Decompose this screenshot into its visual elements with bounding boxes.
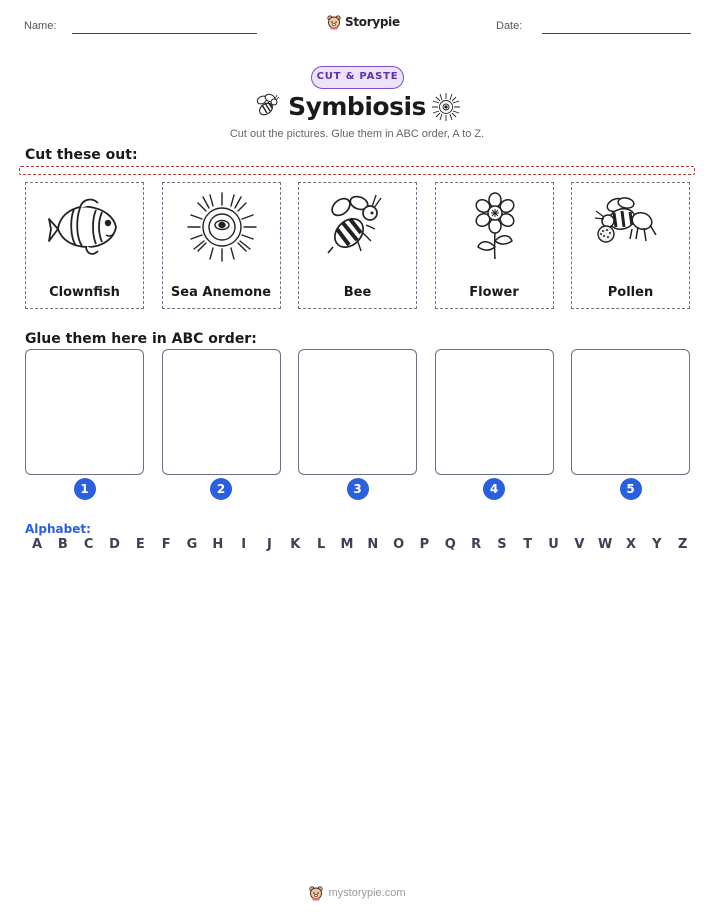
slot-number-4: 4 (483, 478, 505, 500)
worksheet-header (0, 0, 714, 44)
cut-heading: Cut these out: (25, 147, 138, 163)
slot-number-1: 1 (74, 478, 96, 500)
glue-slot-5[interactable] (571, 349, 690, 475)
footer (0, 885, 714, 901)
bear-mascot-icon (326, 14, 342, 30)
alphabet-letter: P (419, 537, 430, 552)
cutout-cards (25, 182, 690, 309)
glue-slot-3[interactable] (298, 349, 417, 475)
bee-icon (319, 191, 397, 263)
alphabet-row (27, 537, 693, 555)
sea-anemone-icon (430, 91, 462, 123)
footer-url[interactable]: mystorypie.com (328, 887, 406, 899)
sea-anemone-icon (183, 191, 261, 263)
glue-slots (25, 349, 690, 499)
card-label: Bee (343, 285, 372, 300)
alphabet-letter: I (241, 537, 247, 552)
alphabet-letter: M (340, 537, 354, 552)
alphabet-letter: N (367, 537, 379, 552)
glue-slot-4[interactable] (435, 349, 554, 475)
alphabet-letter: X (626, 537, 637, 552)
date-line[interactable] (542, 33, 691, 34)
cutout-card-pollen[interactable] (571, 182, 690, 309)
title-row (0, 90, 714, 124)
alphabet-letter: T (523, 537, 533, 552)
name-line[interactable] (72, 33, 257, 34)
alphabet-letter: O (393, 537, 405, 552)
alphabet-letter: F (161, 537, 171, 552)
alphabet-letter: Z (677, 537, 688, 552)
glue-slot-1[interactable] (25, 349, 144, 475)
slot-number-2: 2 (210, 478, 232, 500)
alphabet-letter: K (290, 537, 301, 552)
date-label: Date: (496, 20, 523, 32)
alphabet-letter: B (57, 537, 68, 552)
glue-slot-2[interactable] (162, 349, 281, 475)
alphabet-letter: E (135, 537, 145, 552)
card-label: Clownfish (49, 285, 120, 300)
alphabet-letter: Y (652, 537, 662, 552)
worksheet-title: Symbiosis (288, 92, 426, 121)
pollen-icon (592, 191, 670, 263)
alphabet-letter: G (186, 537, 198, 552)
alphabet-letter: S (497, 537, 507, 552)
alphabet-letter: D (109, 537, 120, 552)
activity-badge: CUT & PASTE (311, 66, 404, 89)
alphabet-letter: H (212, 537, 224, 552)
alphabet-letter: J (267, 537, 272, 552)
brand-name: Storypie (345, 15, 400, 29)
alphabet-letter: L (316, 537, 326, 552)
glue-heading: Glue them here in ABC order: (25, 331, 257, 347)
alphabet-letter: V (574, 537, 585, 552)
instructions: Cut out the pictures. Glue them in ABC order, A to Z. (229, 128, 485, 140)
flower-icon (456, 191, 534, 263)
slot-number-3: 3 (347, 478, 369, 500)
clownfish-icon (46, 191, 124, 263)
card-label: Flower (469, 285, 519, 300)
alphabet-letter: C (83, 537, 94, 552)
cutout-card-clownfish[interactable] (25, 182, 144, 309)
alphabet-letter: U (548, 537, 559, 552)
cut-line (19, 166, 695, 175)
alphabet-letter: Q (444, 537, 456, 552)
card-label: Pollen (607, 285, 654, 300)
brand-logo (326, 14, 400, 30)
alphabet-label: Alphabet: (25, 522, 91, 536)
alphabet-letter: W (598, 537, 613, 552)
cutout-card-bee[interactable] (298, 182, 417, 309)
name-label: Name: (24, 20, 57, 32)
slot-number-5: 5 (620, 478, 642, 500)
cutout-card-sea-anemone[interactable] (162, 182, 281, 309)
bear-mascot-icon (308, 885, 324, 901)
cutout-card-flower[interactable] (435, 182, 554, 309)
alphabet-letter: A (31, 537, 43, 552)
card-label: Sea Anemone (170, 285, 272, 300)
alphabet-letter: R (471, 537, 482, 552)
